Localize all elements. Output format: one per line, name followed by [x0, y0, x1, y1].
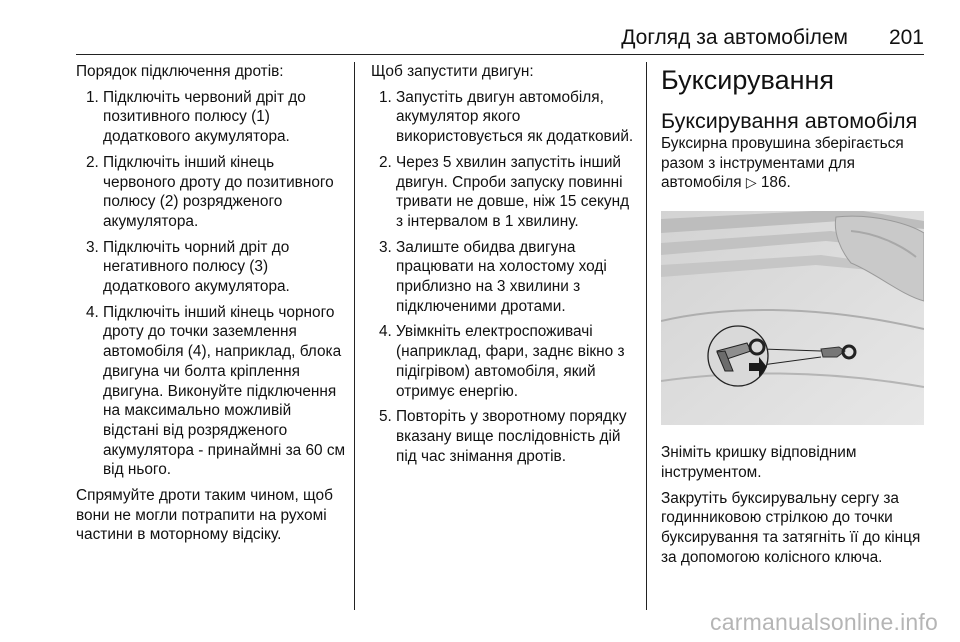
wiring-intro: Порядок підключення дротів:: [76, 63, 284, 80]
section-heading: Буксирування: [661, 65, 835, 95]
header-title: Догляд за автомобілем: [621, 26, 848, 49]
page-ref-link[interactable]: 186.: [760, 174, 791, 192]
towing-intro: Буксирна провушина зберігається разом з інструментами для автомобіля ▷ 186.: [661, 135, 904, 192]
list-item: 2. Підключіть інший кінець червоного дроту до позитивного полюсу (2) розрядженого акумулятора.: [86, 153, 334, 230]
list-item: 3. Підключіть чорний дріт до негативного полюсу (3) додаткового акумулятора.: [86, 238, 290, 296]
column-divider-1: [354, 62, 355, 610]
engine-start-steps: [371, 88, 639, 467]
page-ref-icon: ▷: [745, 174, 757, 191]
list-item: 5. Повторіть у зворотному порядку вказану вище послідовність дій під час знімання дротів.: [379, 408, 627, 465]
wiring-steps: [76, 88, 346, 480]
list-item: 1. Підключіть червоний дріт до позитивного полюсу (1) додаткового акумулятора.: [86, 88, 306, 146]
header-divider: [76, 54, 924, 55]
list-item: 3. Залиште обидва двигуна працювати на холостому ході приблизно на 3 хвилини з підключеними дротами.: [379, 238, 607, 315]
column-wiring-order: [76, 62, 346, 545]
column-engine-start: [371, 62, 639, 466]
watermark: carmanualsonline.info: [710, 609, 938, 635]
towing-step-2: Закрутіть буксирувальну сергу за годинниковою стрілкою до точки буксирування та затягніть її до кінця за допомогою колісного ключа.: [661, 489, 921, 566]
column-towing: [661, 62, 933, 567]
wiring-note: Спрямуйте дроти таким чином, щоб вони не могли потрапити на рухомі частини в моторному відсіку.: [76, 487, 333, 544]
list-item: 1. Запустіть двигун автомобіля, акумулятор якого використовується як додатковий.: [379, 88, 634, 146]
list-item: 2. Через 5 хвилин запустіть інший двигун. Спроби запуску повинні тривати не довше, ніж 15 секунд з інтервалом в 1 хвилину.: [379, 153, 630, 230]
list-item: 4. Підключіть інший кінець чорного дроту до точки заземлення автомобіля (4), наприклад, блока двигуна чи болта кріплення двигуна. Виконуйте підключення на максимально можливій відстані від розрядженого акумулятора - принаймні за 60 см від нього.: [86, 303, 346, 479]
page-number: 201: [888, 26, 924, 49]
list-item: 4. Увімкніть електроспоживачі (наприклад, фари, заднє вікно з підігрівом) автомобіля, який отримує енергію.: [379, 323, 625, 400]
page-header: [0, 0, 960, 52]
column-divider-2: [646, 62, 647, 610]
engine-start-intro: Щоб запустити двигун:: [371, 63, 534, 80]
section-subheading: Буксирування автомобіля: [661, 109, 918, 133]
towing-eye-illustration: [661, 211, 924, 425]
towing-step-1: Зніміть кришку відповідним інструментом.: [661, 444, 857, 481]
